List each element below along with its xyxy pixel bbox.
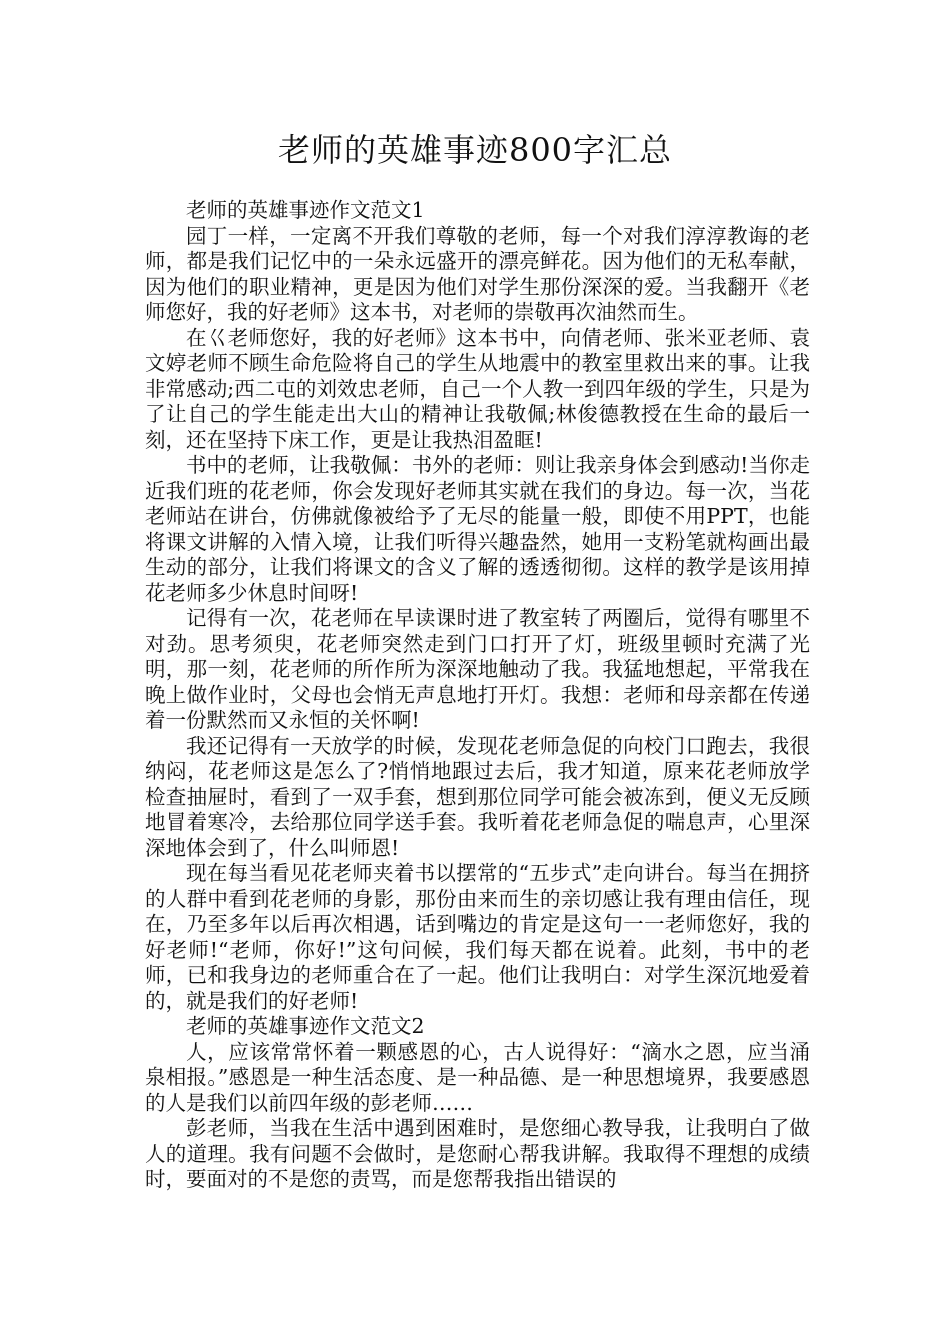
- paragraph: 在巜老师您好，我的好老师》这本书中，向倩老师、张米亚老师、袁文婷老师不顾生命危险将自己的学生从地震中的教室里救出来的事。让我非常感动;西二屯的刘效忠老师，自己一个人教一到四年级的学生，只是为了让自己的学生能走出大山的精神让我敬佩;林俊德教授在生命的最后一刻，还在坚持下床工作，更是让我热泪盈眶!: [145, 325, 810, 452]
- paragraph: 彭老师，当我在生活中遇到困难时，是您细心教导我，让我明白了做人的道理。我有问题不会做时，是您耐心帮我讲解。我取得不理想的成绩时，要面对的不是您的责骂，而是您帮我指出错误的: [145, 1116, 810, 1191]
- paragraph: 现在每当看见花老师夹着书以摆常的“五步式”走向讲台。每当在拥挤的人群中看到花老师的身影，那份由来而生的亲切感让我有理由信任，现在，乃至多年以后再次相遇，话到嘴边的肯定是这句一一老师您好，我的好老师!“老师，你好!”这句问候，我们每天都在说着。此刻，书中的老师，已和我身边的老师重合在了一起。他们让我明白：对学生深沉地爱着的，就是我们的好老师!: [145, 861, 810, 1013]
- paragraph: 园丁一样，一定离不开我们尊敬的老师，每一个对我们淳淳教诲的老师，都是我们记忆中的一朵永远盛开的漂亮鲜花。因为他们的无私奉献，因为他们的职业精神，更是因为他们对学生那份深深的爱。当我翻开《老师您好，我的好老师》这本书，对老师的崇敬再次油然而生。: [145, 223, 810, 324]
- page-title: 老师的英雄事迹800字汇总: [277, 131, 673, 169]
- section-heading-1: 老师的英雄事迹作文范文1: [186, 198, 425, 222]
- paragraph: 书中的老师，让我敬佩：书外的老师：则让我亲身体会到感动!当你走近我们班的花老师，你会发现好老师其实就在我们的身边。每一次，当花老师站在讲台，仿佛就像被给予了无尽的能量一般，即使不用PPT，也能将课文讲解的入情入境，让我们听得兴趣盎然，她用一支粉笔就构画出最生动的部分，让我们将课文的含义了解的透透彻彻。这样的教学是该用掉花老师多少休息时间呀!: [145, 453, 810, 605]
- document-body: [145, 198, 810, 1193]
- section-heading-2: 老师的英雄事迹作文范文2: [186, 1014, 425, 1038]
- paragraph: 我还记得有一天放学的时候，发现花老师急促的向校门口跑去，我很纳闷，花老师这是怎么了?悄悄地跟过去后，我才知道，原来花老师放学检查抽屉时，看到了一双手套，想到那位同学可能会被冻到，便义无反顾地冒着寒冷，去给那位同学送手套。我听着花老师急促的喘息声，心里深深地体会到了，什么叫师恩!: [145, 733, 810, 860]
- paragraph: 人，应该常常怀着一颗感恩的心，古人说得好：“滴水之恩，应当涌泉相报。”感恩是一种生活态度、是一种品德、是一种思想境界，我要感恩的人是我们以前四年级的彭老师……: [145, 1039, 810, 1115]
- paragraph: 记得有一次，花老师在早读课时进了教室转了两圈后，觉得有哪里不对劲。思考须臾，花老师突然走到门口打开了灯，班级里顿时充满了光明，那一刻，花老师的所作所为深深地触动了我。我猛地想起，平常我在晚上做作业时，父母也会悄无声息地打开灯。我想：老师和母亲都在传递着一份默然而又永恒的关怀啊!: [145, 606, 810, 732]
